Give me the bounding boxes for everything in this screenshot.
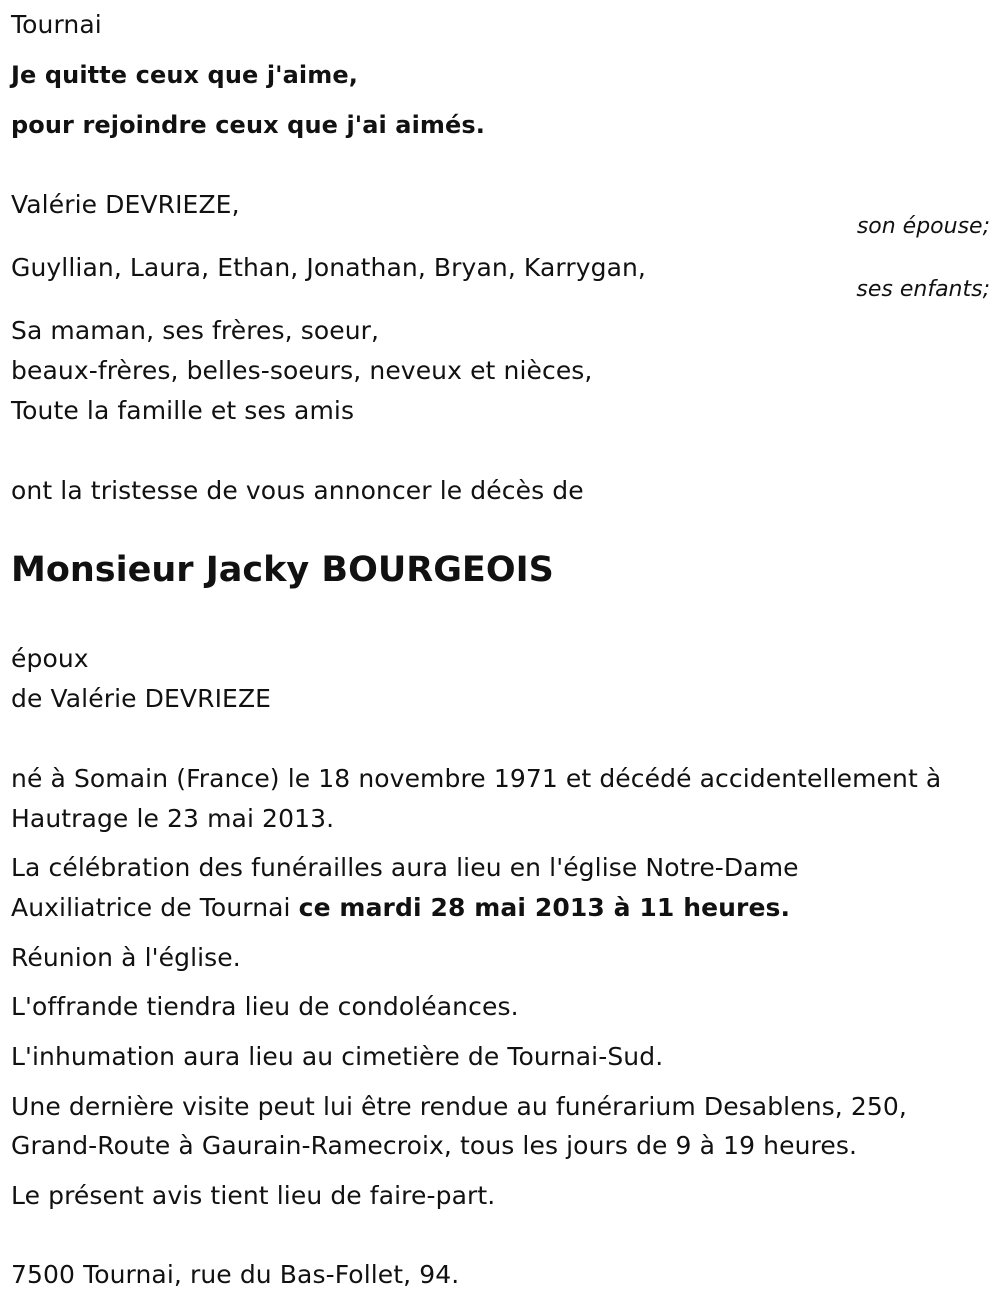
funeral-line-1: La célébration des funérailles aura lieu en l'église Notre-Dame xyxy=(11,853,799,882)
spouse-of-line-1: époux xyxy=(11,644,89,673)
offering-line: L'offrande tiendra lieu de condoléances. xyxy=(11,992,519,1021)
spouse-of-line-2: de Valérie DEVRIEZE xyxy=(11,684,272,713)
birth-death-line-2: Hautrage le 23 mai 2013. xyxy=(11,804,335,833)
funeral-date-time: ce mardi 28 mai 2013 à 11 heures. xyxy=(298,893,791,922)
funeral-location-text: Auxiliatrice de Tournai xyxy=(11,893,299,922)
family-line-3: Toute la famille et ses amis xyxy=(11,396,355,425)
spouse-role: son épouse; xyxy=(856,214,990,239)
birth-death-line-1: né à Somain (France) le 18 novembre 1971 et décédé accidentellement à xyxy=(11,764,942,793)
meeting-line: Réunion à l'église. xyxy=(11,943,241,972)
children-role: ses enfants; xyxy=(856,277,990,302)
announcement-text: ont la tristesse de vous annoncer le décès de xyxy=(11,476,584,505)
notice-line: Le présent avis tient lieu de faire-part. xyxy=(11,1181,496,1210)
deceased-name: Monsieur Jacky BOURGEOIS xyxy=(11,550,554,590)
quote-line-2: pour rejoindre ceux que j'ai aimés. xyxy=(11,111,486,139)
city-header: Tournai xyxy=(11,10,102,39)
children-names: Guyllian, Laura, Ethan, Jonathan, Bryan, Karrygan, xyxy=(11,253,646,282)
family-line-1: Sa maman, ses frères, soeur, xyxy=(11,316,380,345)
spouse-name: Valérie DEVRIEZE, xyxy=(11,190,240,219)
family-line-2: beaux-frères, belles-soeurs, neveux et nièces, xyxy=(11,356,593,385)
visit-line-1: Une dernière visite peut lui être rendue au funérarium Desablens, 250, xyxy=(11,1092,907,1121)
visit-line-2: Grand-Route à Gaurain-Ramecroix, tous les jours de 9 à 19 heures. xyxy=(11,1131,857,1160)
burial-line: L'inhumation aura lieu au cimetière de Tournai-Sud. xyxy=(11,1042,664,1071)
address-line: 7500 Tournai, rue du Bas-Follet, 94. xyxy=(11,1260,460,1289)
funeral-line-2 xyxy=(11,888,790,928)
quote-line-1: Je quitte ceux que j'aime, xyxy=(11,61,358,89)
